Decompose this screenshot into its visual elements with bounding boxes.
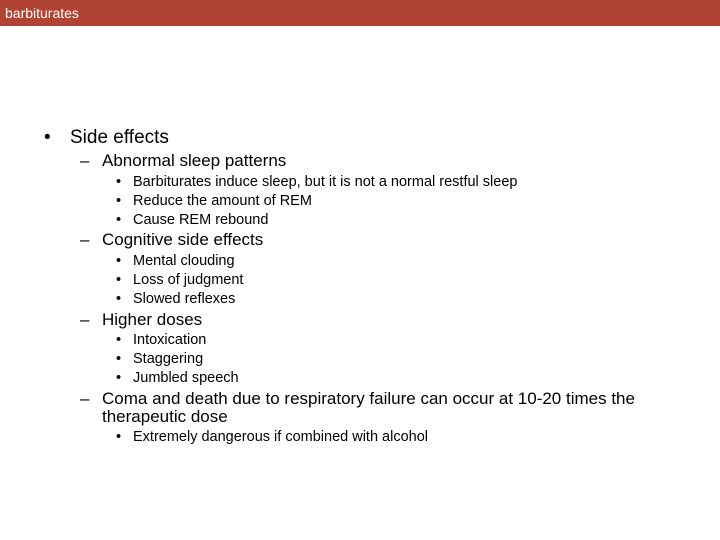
dash-marker: – [80, 230, 90, 249]
sub-heading-abnormal-sleep [80, 152, 700, 170]
list-item [116, 351, 203, 368]
list-item-text: Jumbled speech [133, 370, 239, 386]
list-item [116, 429, 428, 446]
list-item-text: Slowed reflexes [133, 291, 236, 307]
bullet-marker: • [116, 193, 122, 209]
list-item-text: Reduce the amount of REM [133, 193, 312, 209]
bullet-marker: • [116, 370, 122, 386]
dash-marker: – [80, 389, 90, 408]
slide-title: barbiturates [5, 5, 79, 21]
list-item [116, 212, 268, 229]
sub-heading-text: Coma and death due to respiratory failure can occur at 10-20 times the therapeutic dose [102, 389, 635, 426]
list-item [116, 291, 235, 308]
bullet-marker: • [116, 212, 122, 228]
sub-heading-text: Higher doses [102, 310, 203, 329]
list-item-text: Intoxication [133, 332, 207, 348]
list-item-text: Staggering [133, 351, 204, 367]
sub-heading-cognitive [80, 231, 700, 249]
list-item [116, 253, 235, 270]
list-item [116, 174, 517, 191]
list-item [116, 332, 206, 349]
list-item-text: Cause REM rebound [133, 212, 269, 228]
list-item-text: Barbiturates induce sleep, but it is not a normal restful sleep [133, 174, 518, 190]
sub-heading-text: Abnormal sleep patterns [102, 151, 287, 170]
bullet-marker: • [116, 174, 122, 190]
bullet-marker: • [44, 127, 51, 148]
list-item [116, 370, 239, 387]
list-item-text: Loss of judgment [133, 272, 244, 288]
dash-marker: – [80, 310, 90, 329]
list-item [116, 193, 312, 210]
main-bullet-text: Side effects [70, 127, 169, 148]
list-item-text: Mental clouding [133, 253, 235, 269]
bullet-marker: • [116, 272, 122, 288]
sub-heading-coma-death [80, 390, 700, 426]
bullet-marker: • [116, 429, 122, 445]
sub-heading-text: Cognitive side effects [102, 230, 264, 249]
bullet-marker: • [116, 351, 122, 367]
bullet-marker: • [116, 291, 122, 307]
main-bullet [44, 127, 169, 149]
list-item-text: Extremely dangerous if combined with alcohol [133, 429, 428, 445]
dash-marker: – [80, 151, 90, 170]
bullet-marker: • [116, 332, 122, 348]
list-item [116, 272, 243, 289]
sub-heading-higher-doses [80, 311, 700, 329]
bullet-marker: • [116, 253, 122, 269]
